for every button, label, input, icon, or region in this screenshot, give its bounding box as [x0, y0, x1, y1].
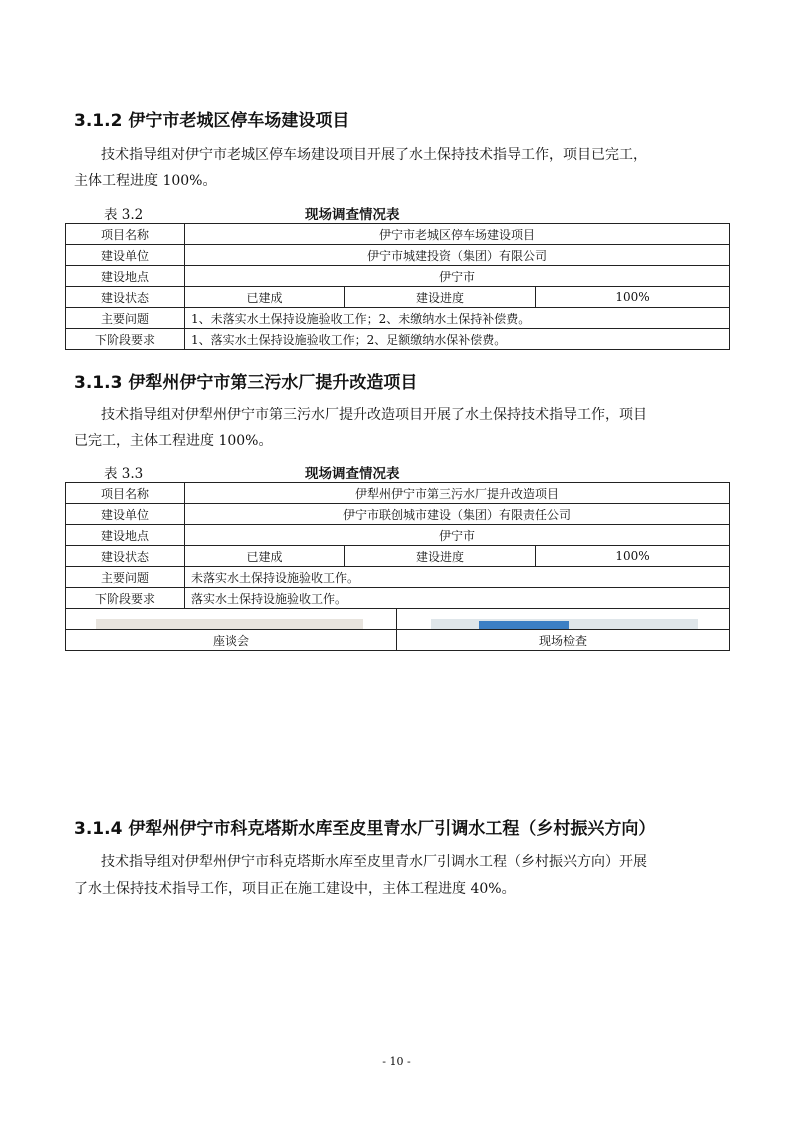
table-row	[66, 266, 730, 287]
table-3-3-number: 表 3.3	[104, 466, 144, 482]
table-row	[66, 308, 730, 329]
section-3-1-4-paragraph-line1: 技术指导组对伊犁州伊宁市科克塔斯水库至皮里青水厂引调水工程（乡村振兴方向）开展	[101, 854, 647, 870]
table-row	[66, 224, 730, 245]
row-label-next-requirements: 下阶段要求	[66, 588, 185, 609]
location-value: 伊宁市	[185, 266, 730, 287]
table-row	[66, 567, 730, 588]
table-row	[66, 588, 730, 609]
inspection-photo	[431, 619, 698, 630]
project-name-value: 伊犁州伊宁市第三污水厂提升改造项目	[185, 483, 730, 504]
photo-cell-inspection	[397, 609, 730, 630]
row-label-location: 建设地点	[66, 266, 185, 287]
page-number: - 10 -	[382, 1055, 411, 1068]
table-row	[66, 245, 730, 266]
photo-cell-meeting	[66, 609, 397, 630]
table-row	[66, 329, 730, 350]
main-issues-value: 未落实水土保持设施验收工作。	[185, 567, 730, 588]
section-3-1-2-paragraph-line1: 技术指导组对伊宁市老城区停车场建设项目开展了水土保持技术指导工作，项目已完工，	[101, 147, 647, 163]
row-label-status: 建设状态	[66, 287, 185, 308]
section-3-1-2-heading: 3.1.2 伊宁市老城区停车场建设项目	[74, 111, 350, 131]
table-row	[66, 525, 730, 546]
table-row	[66, 287, 730, 308]
row-label-construction-unit: 建设单位	[66, 504, 185, 525]
status-value: 已建成	[185, 546, 345, 567]
location-value: 伊宁市	[185, 525, 730, 546]
progress-value: 100%	[536, 287, 730, 308]
row-label-location: 建设地点	[66, 525, 185, 546]
meeting-photo	[96, 619, 363, 630]
meeting-photo-caption: 座谈会	[66, 630, 397, 651]
row-label-next-requirements: 下阶段要求	[66, 329, 185, 350]
row-label-status: 建设状态	[66, 546, 185, 567]
table-3-2-number: 表 3.2	[104, 207, 144, 223]
construction-unit-value: 伊宁市联创城市建设（集团）有限责任公司	[185, 504, 730, 525]
status-value: 已建成	[185, 287, 345, 308]
main-issues-value: 1、未落实水土保持设施验收工作；2、未缴纳水土保持补偿费。	[185, 308, 730, 329]
section-3-1-4-heading: 3.1.4 伊犁州伊宁市科克塔斯水库至皮里青水厂引调水工程（乡村振兴方向）	[74, 819, 656, 839]
project-name-value: 伊宁市老城区停车场建设项目	[185, 224, 730, 245]
construction-unit-value: 伊宁市城建投资（集团）有限公司	[185, 245, 730, 266]
table-row	[66, 546, 730, 567]
table-row	[66, 483, 730, 504]
section-3-1-2-paragraph-line2: 主体工程进度 100%。	[74, 173, 217, 189]
table-3-2-title: 现场调查情况表	[305, 207, 400, 223]
section-3-1-4-paragraph-line2: 了水土保持技术指导工作，项目正在施工建设中，主体工程进度 40%。	[74, 881, 516, 897]
table-row	[66, 504, 730, 525]
row-label-construction-unit: 建设单位	[66, 245, 185, 266]
next-requirements-value: 1、落实水土保持设施验收工作；2、足额缴纳水保补偿费。	[185, 329, 730, 350]
progress-label: 建设进度	[345, 287, 536, 308]
table-3-3-title: 现场调查情况表	[305, 466, 400, 482]
progress-label: 建设进度	[345, 546, 536, 567]
next-requirements-value: 落实水土保持设施验收工作。	[185, 588, 730, 609]
progress-value: 100%	[536, 546, 730, 567]
table-3-2	[65, 223, 730, 350]
table-row	[66, 630, 730, 651]
row-label-project-name: 项目名称	[66, 224, 185, 245]
row-label-main-issues: 主要问题	[66, 567, 185, 588]
section-3-1-3-paragraph-line1: 技术指导组对伊犁州伊宁市第三污水厂提升改造项目开展了水土保持技术指导工作，项目	[101, 407, 647, 423]
table-3-3	[65, 482, 730, 651]
section-3-1-3-heading: 3.1.3 伊犁州伊宁市第三污水厂提升改造项目	[74, 373, 418, 393]
row-label-project-name: 项目名称	[66, 483, 185, 504]
inspection-photo-caption: 现场检查	[397, 630, 730, 651]
row-label-main-issues: 主要问题	[66, 308, 185, 329]
section-3-1-3-paragraph-line2: 已完工，主体工程进度 100%。	[74, 433, 273, 449]
photo-row	[66, 609, 730, 630]
